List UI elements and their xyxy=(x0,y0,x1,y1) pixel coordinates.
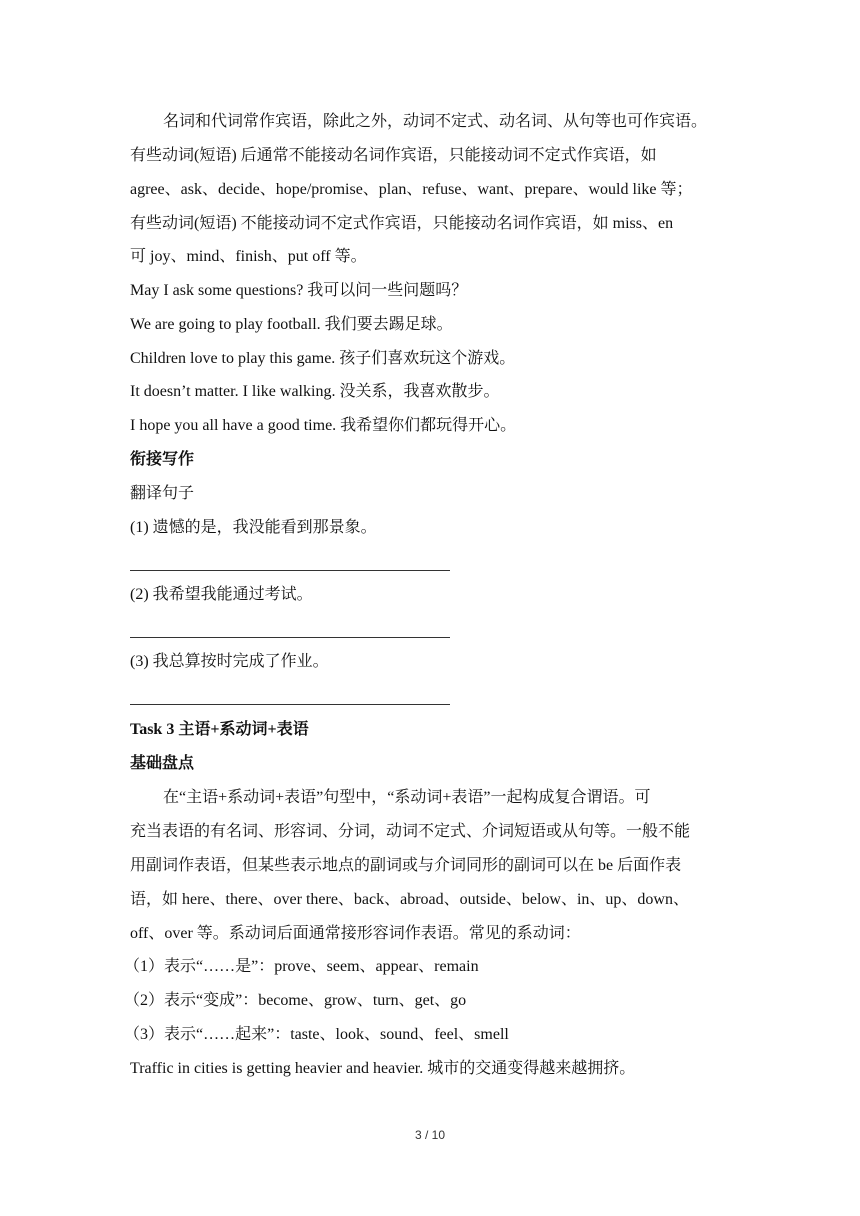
page-number: 3 / 10 xyxy=(414,1128,446,1142)
example-sentence-2: We are going to play football. 我们要去踢足球。 xyxy=(130,316,453,333)
intro-line-2: 有些动词(短语) 后通常不能接动名词作宾语，只能接动词不定式作宾语，如 xyxy=(130,147,657,164)
task3-para-line-2: 充当表语的有名词、形容词、分词，动词不定式、介词短语或从句等。一般不能 xyxy=(130,823,691,840)
task3-example-sentence: Traffic in cities is getting heavier and heavier. 城市的交通变得越来越拥挤。 xyxy=(130,1060,636,1077)
example-sentence-4: It doesn’t matter. I like walking. 没关系，我喜欢散步。 xyxy=(130,383,500,400)
intro-line-3: agree、ask、decide、hope/promise、plan、refuse、want、prepare、would like 等； xyxy=(130,181,693,198)
example-sentence-1: May I ask some questions? 我可以问一些问题吗？ xyxy=(130,282,468,299)
linking-verb-list-3: （3）表示“……起来”：taste、look、sound、feel、smell xyxy=(124,1026,509,1043)
intro-line-5: 可 joy、mind、finish、put off 等。 xyxy=(130,248,367,265)
example-sentence-5: I hope you all have a good time. 我希望你们都玩得开心。 xyxy=(130,417,517,434)
intro-line-1: 名词和代词常作宾语，除此之外，动词不定式、动名词、从句等也可作宾语。 xyxy=(163,113,708,130)
translation-item-3: (3) 我总算按时完成了作业。 xyxy=(130,653,329,670)
intro-line-4: 有些动词(短语) 不能接动词不定式作宾语，只能接动名词作宾语，如 miss、en xyxy=(130,215,674,232)
linking-verb-list-2: （2）表示“变成”：become、grow、turn、get、go xyxy=(124,992,467,1009)
translation-item-2: (2) 我希望我能通过考试。 xyxy=(130,586,313,603)
answer-blank-1[interactable] xyxy=(130,570,450,571)
writing-subheading: 翻译句子 xyxy=(130,485,195,502)
writing-heading: 衔接写作 xyxy=(130,451,195,468)
task3-para-line-5: off、over 等。系动词后面通常接形容词作表语。常见的系动词： xyxy=(130,925,581,942)
example-sentence-3: Children love to play this game. 孩子们喜欢玩这个游戏。 xyxy=(130,350,516,367)
translation-item-1: (1) 遗憾的是，我没能看到那景象。 xyxy=(130,519,377,536)
task3-para-line-1: 在“主语+系动词+表语”句型中，“系动词+表语”一起构成复合谓语。可 xyxy=(163,789,651,806)
task3-section-heading: 基础盘点 xyxy=(130,755,195,772)
task3-para-line-3: 用副词作表语，但某些表示地点的副词或与介词同形的副词可以在 be 后面作表 xyxy=(130,857,682,874)
task3-para-line-4: 语，如 here、there、over there、back、abroad、outside、below、in、up、down、 xyxy=(130,891,689,908)
answer-blank-3[interactable] xyxy=(130,704,450,705)
task3-title: Task 3 主语+系动词+表语 xyxy=(130,721,309,738)
linking-verb-list-1: （1）表示“……是”：prove、seem、appear、remain xyxy=(124,958,479,975)
answer-blank-2[interactable] xyxy=(130,637,450,638)
